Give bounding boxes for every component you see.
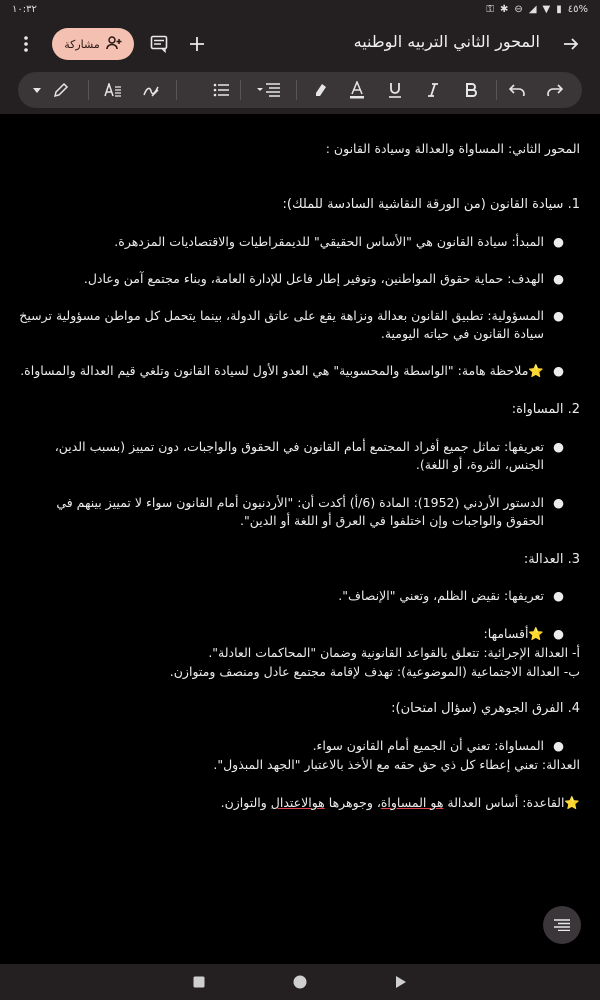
rule-line [20,794,580,812]
outline-button[interactable] [543,906,581,944]
redo-icon[interactable] [542,72,568,108]
section-4-title: 4. الفرق الجوهري (سؤال امتحان): [391,701,580,716]
outline-icon [554,919,570,931]
justice-type-2: ب- العدالة الاجتماعية (الموضوعية): تهدف لإقامة مجتمع عادل ومنصف ومتوازن. [169,664,580,679]
bullet-icon: ● [553,588,564,603]
list-item [18,587,564,605]
list-item-text: الدستور الأردني (1952): المادة (6/أ) أكدت أن: "الأردنيون أمام القانون سواء لا تمييز بينهم في الحقوق والواجبات وإن اختلفوا في العرق أو اللغة أو الدين". [56,495,544,528]
battery-text: ٤٥% [567,3,588,15]
key-icon: ⚿ [486,3,495,15]
rule-text-a: ⭐القاعدة: أساس العدالة [443,795,580,810]
status-bar [0,0,600,18]
system-nav-bar [0,964,600,1000]
bold-icon[interactable] [458,72,484,108]
clear-format-icon[interactable] [138,72,164,108]
format-toolbar-area [0,70,600,114]
text-color-icon[interactable] [344,72,370,108]
italic-icon[interactable] [420,72,446,108]
section-3-title: 3. العدالة: [523,552,580,567]
dnd-icon: ⊖ [514,3,523,15]
list-item [18,307,564,343]
toolbar-divider [176,80,177,100]
text-style-icon[interactable] [100,72,126,108]
justice-definition: العدالة: تعني إعطاء كل ذي حق حقه مع الأخذ بالاعتبار "الجهد المبذول". [213,757,580,772]
list-item-text: الهدف: حماية حقوق المواطنين، وتوفير إطار فاعل للإدارة العامة، وبناء مجتمع آمن وعادل. [83,271,544,286]
dropdown-icon[interactable] [30,72,44,108]
list-item-text: ⭐أقسامها: [483,626,544,641]
pen-icon[interactable] [48,72,74,108]
list-item [18,494,564,530]
format-toolbar [18,72,582,108]
highlight-icon[interactable] [308,72,334,108]
app-header [0,18,600,70]
section-1-title: 1. سيادة القانون (من الورقة النقاشية السادسة للملك): [282,197,580,212]
bluetooth-icon: ✱ [500,3,509,15]
status-left [12,4,37,15]
time-text: ١٠:٣٢ [12,3,37,15]
undo-icon[interactable] [504,72,530,108]
list-item [18,233,564,251]
rule-text-c: ، وجوهرها [324,795,381,810]
home-button[interactable] [291,973,309,991]
list-icon[interactable] [208,72,234,108]
comment-icon[interactable] [148,32,170,56]
document-body[interactable] [0,114,600,964]
list-item [18,270,564,288]
bullet-icon: ● [553,308,564,323]
toolbar-divider [296,80,297,100]
signal-icon: ◢ [528,3,537,15]
bullet-icon: ● [553,363,564,378]
justice-type-1: أ- العدالة الإجرائية: تتعلق بالقواعد القانونية وضمان "المحاكمات العادلة". [208,645,580,660]
list-item-text: المبدأ: سيادة القانون هي "الأساس الحقيقي" للديمقراطيات والاقتصاديات المزدهرة. [114,234,544,249]
underline-icon[interactable] [382,72,408,108]
list-item-text: تعريفها: تماثل جميع أفراد المجتمع أمام القانون في الحقوق والواجبات، دون تمييز (بسبب الدين، الجنس، الثروة، أو اللغة). [54,439,544,472]
list-item [18,737,564,755]
rule-text-e: والتوازن. [220,795,271,810]
bullet-icon: ● [553,495,564,510]
document-title[interactable]: المحور الثاني التربيه الوطنيه [353,32,540,51]
battery-icon: ▮ [556,3,562,15]
section-2-title: 2. المساواة: [511,402,580,417]
status-right [486,4,588,15]
more-options-icon[interactable] [16,32,36,56]
bullet-icon: ● [553,234,564,249]
toolbar-divider [88,80,89,100]
list-item-text: المسؤولية: تطبيق القانون بعدالة ونزاهة يقع على عاتق الدولة، بينما يتحمل كل مواطن مسؤولية ترسيخ سيادة القانون في حياته اليومية. [19,308,544,341]
rule-text-d: هوالاعتدال [270,795,325,810]
add-person-icon [106,36,122,53]
bullet-icon: ● [553,439,564,454]
share-label: مشاركة [64,37,100,51]
wifi-icon: ▼ [542,3,551,15]
add-icon[interactable] [186,32,208,56]
list-item [18,362,564,380]
toolbar-divider [240,80,241,100]
bullet-icon: ● [553,738,564,753]
list-item [18,438,564,474]
list-item-text: المساواة: تعني أن الجميع أمام القانون سواء. [312,738,544,753]
back-arrow-icon[interactable] [560,32,582,56]
rule-text-b: هو المساواة [380,795,444,810]
align-icon[interactable] [254,72,284,108]
back-button[interactable] [392,973,410,991]
share-button[interactable] [52,28,134,60]
bullet-icon: ● [553,626,564,641]
list-item-text: تعريفها: نقيض الظلم، وتعني "الإنصاف". [338,588,544,603]
recents-button[interactable] [190,973,208,991]
list-item-text: ⭐ملاحظة هامة: "الواسطة والمحسوبية" هي العدو الأول لسيادة القانون وتلغي قيم العدالة والمساواة. [20,363,544,378]
bullet-icon: ● [553,271,564,286]
doc-intro: المحور الثاني: المساواة والعدالة وسيادة القانون : [325,141,580,156]
list-item [18,625,564,643]
toolbar-divider [496,80,497,100]
